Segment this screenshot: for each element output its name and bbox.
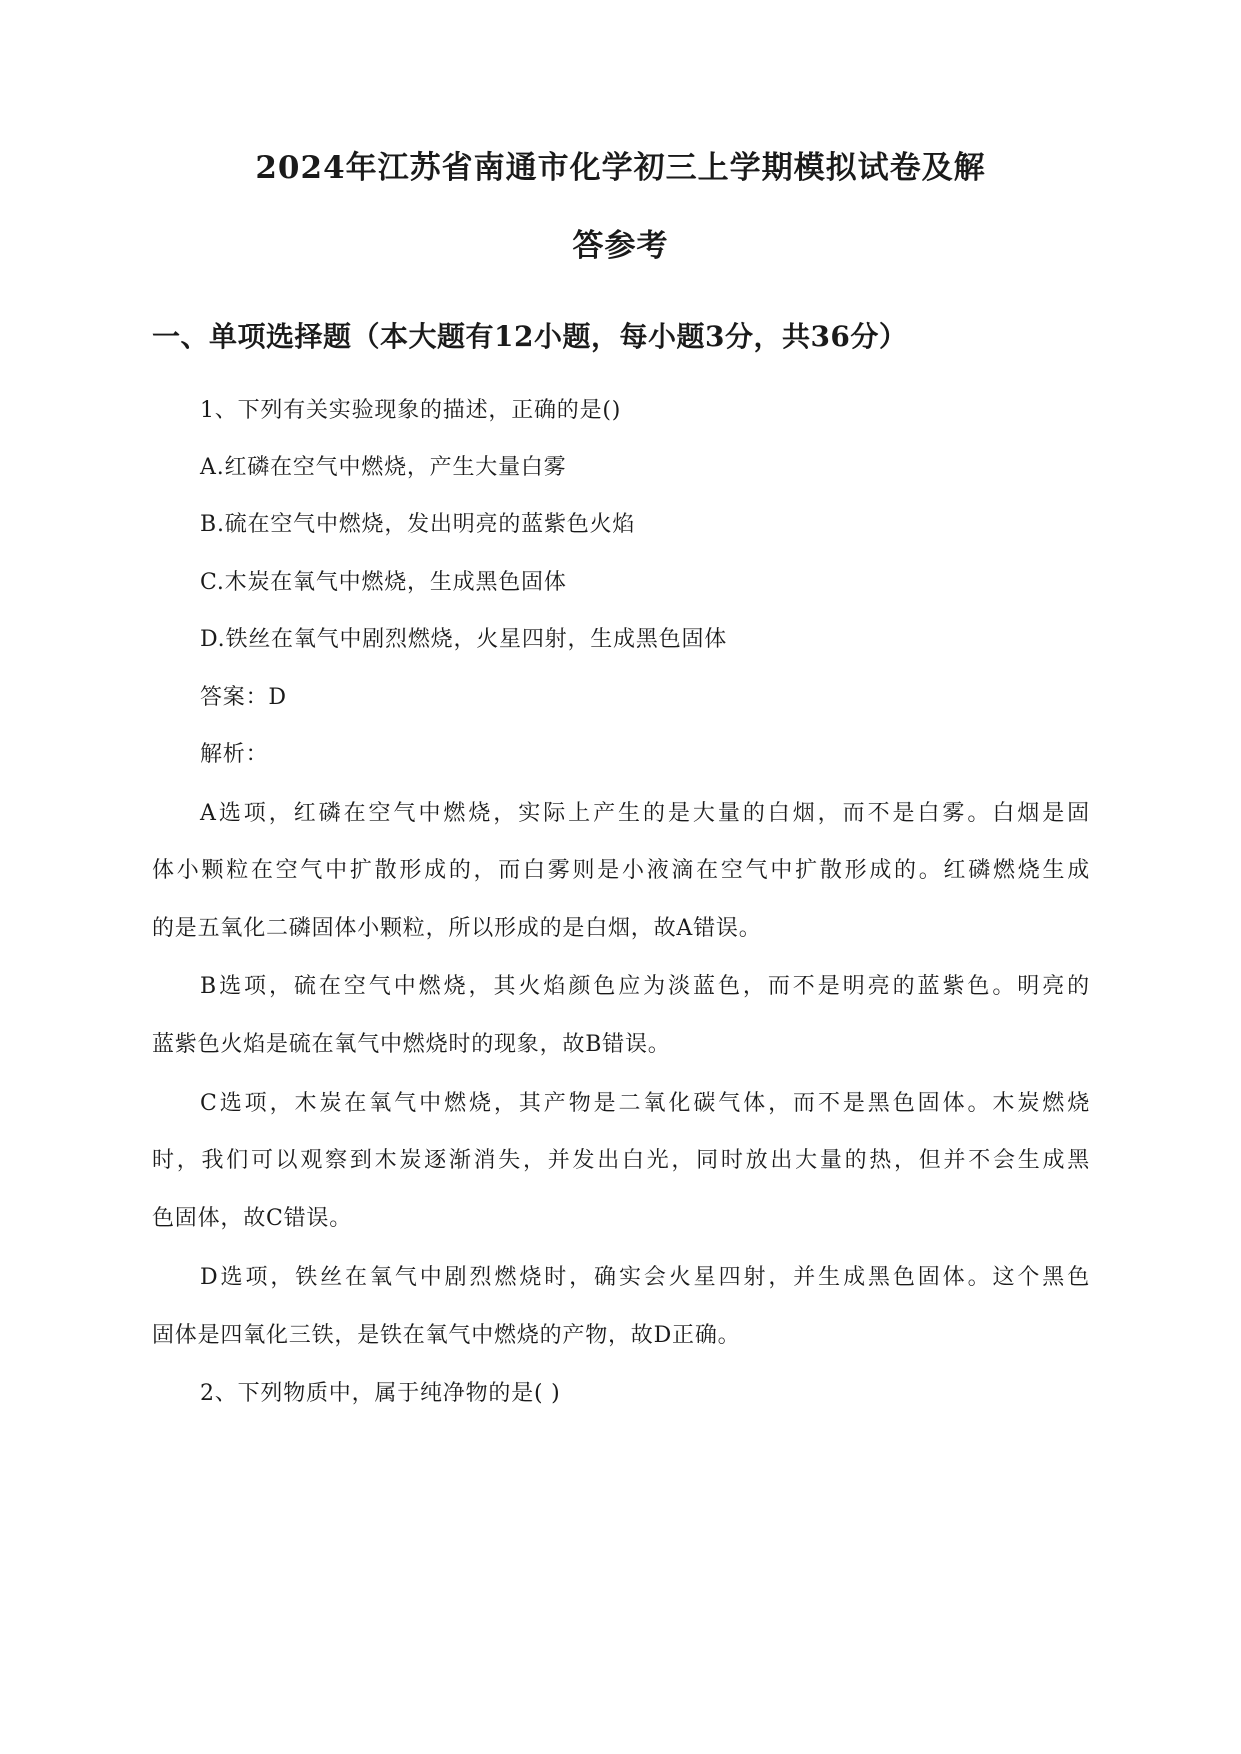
section-heading: 一、单项选择题（本大题有12小题，每小题3分，共36分）	[152, 320, 908, 353]
document-title-line-1: 2024年江苏省南通市化学初三上学期模拟试卷及解	[255, 150, 986, 186]
question-1-option-b: B.硫在空气中燃烧，发出明亮的蓝紫色火焰	[200, 512, 636, 537]
analysis-b-line-2: 蓝紫色火焰是硫在氧气中燃烧时的现象，故B错误。	[152, 1032, 671, 1057]
analysis-a-line-1: A选项，红磷在空气中燃烧，实际上产生的是大量的白烟，而不是白雾。白烟是固	[200, 801, 1090, 826]
question-1-analysis-label: 解析：	[200, 742, 269, 767]
analysis-a-line-3: 的是五氧化二磷固体小颗粒，所以形成的是白烟，故A错误。	[152, 916, 762, 941]
analysis-b-line-1: B选项，硫在空气中燃烧，其火焰颜色应为淡蓝色，而不是明亮的蓝紫色。明亮的	[200, 974, 1090, 999]
analysis-d-line-1: D选项，铁丝在氧气中剧烈燃烧时，确实会火星四射，并生成黑色固体。这个黑色	[200, 1265, 1090, 1290]
question-1-option-c: C.木炭在氧气中燃烧，生成黑色固体	[200, 570, 567, 595]
analysis-c-line-1: C选项，木炭在氧气中燃烧，其产物是二氧化碳气体，而不是黑色固体。木炭燃烧	[200, 1091, 1090, 1116]
question-1-option-d: D.铁丝在氧气中剧烈燃烧，火星四射，生成黑色固体	[200, 627, 728, 652]
analysis-d-line-2: 固体是四氧化三铁，是铁在氧气中燃烧的产物，故D正确。	[152, 1323, 741, 1348]
analysis-c-line-2: 时，我们可以观察到木炭逐渐消失，并发出白光，同时放出大量的热，但并不会生成黑	[152, 1148, 1090, 1173]
analysis-a-line-2: 体小颗粒在空气中扩散形成的，而白雾则是小液滴在空气中扩散形成的。红磷燃烧生成	[152, 858, 1090, 883]
question-1-option-a: A.红磷在空气中燃烧，产生大量白雾	[200, 455, 567, 480]
question-1-answer: 答案：D	[200, 685, 287, 710]
analysis-c-line-3: 色固体，故C错误。	[152, 1206, 353, 1231]
document-title-line-2: 答参考	[572, 228, 669, 264]
question-1-stem: 1、下列有关实验现象的描述，正确的是()	[200, 398, 622, 423]
question-2-stem: 2、下列物质中，属于纯净物的是( )	[200, 1381, 561, 1406]
